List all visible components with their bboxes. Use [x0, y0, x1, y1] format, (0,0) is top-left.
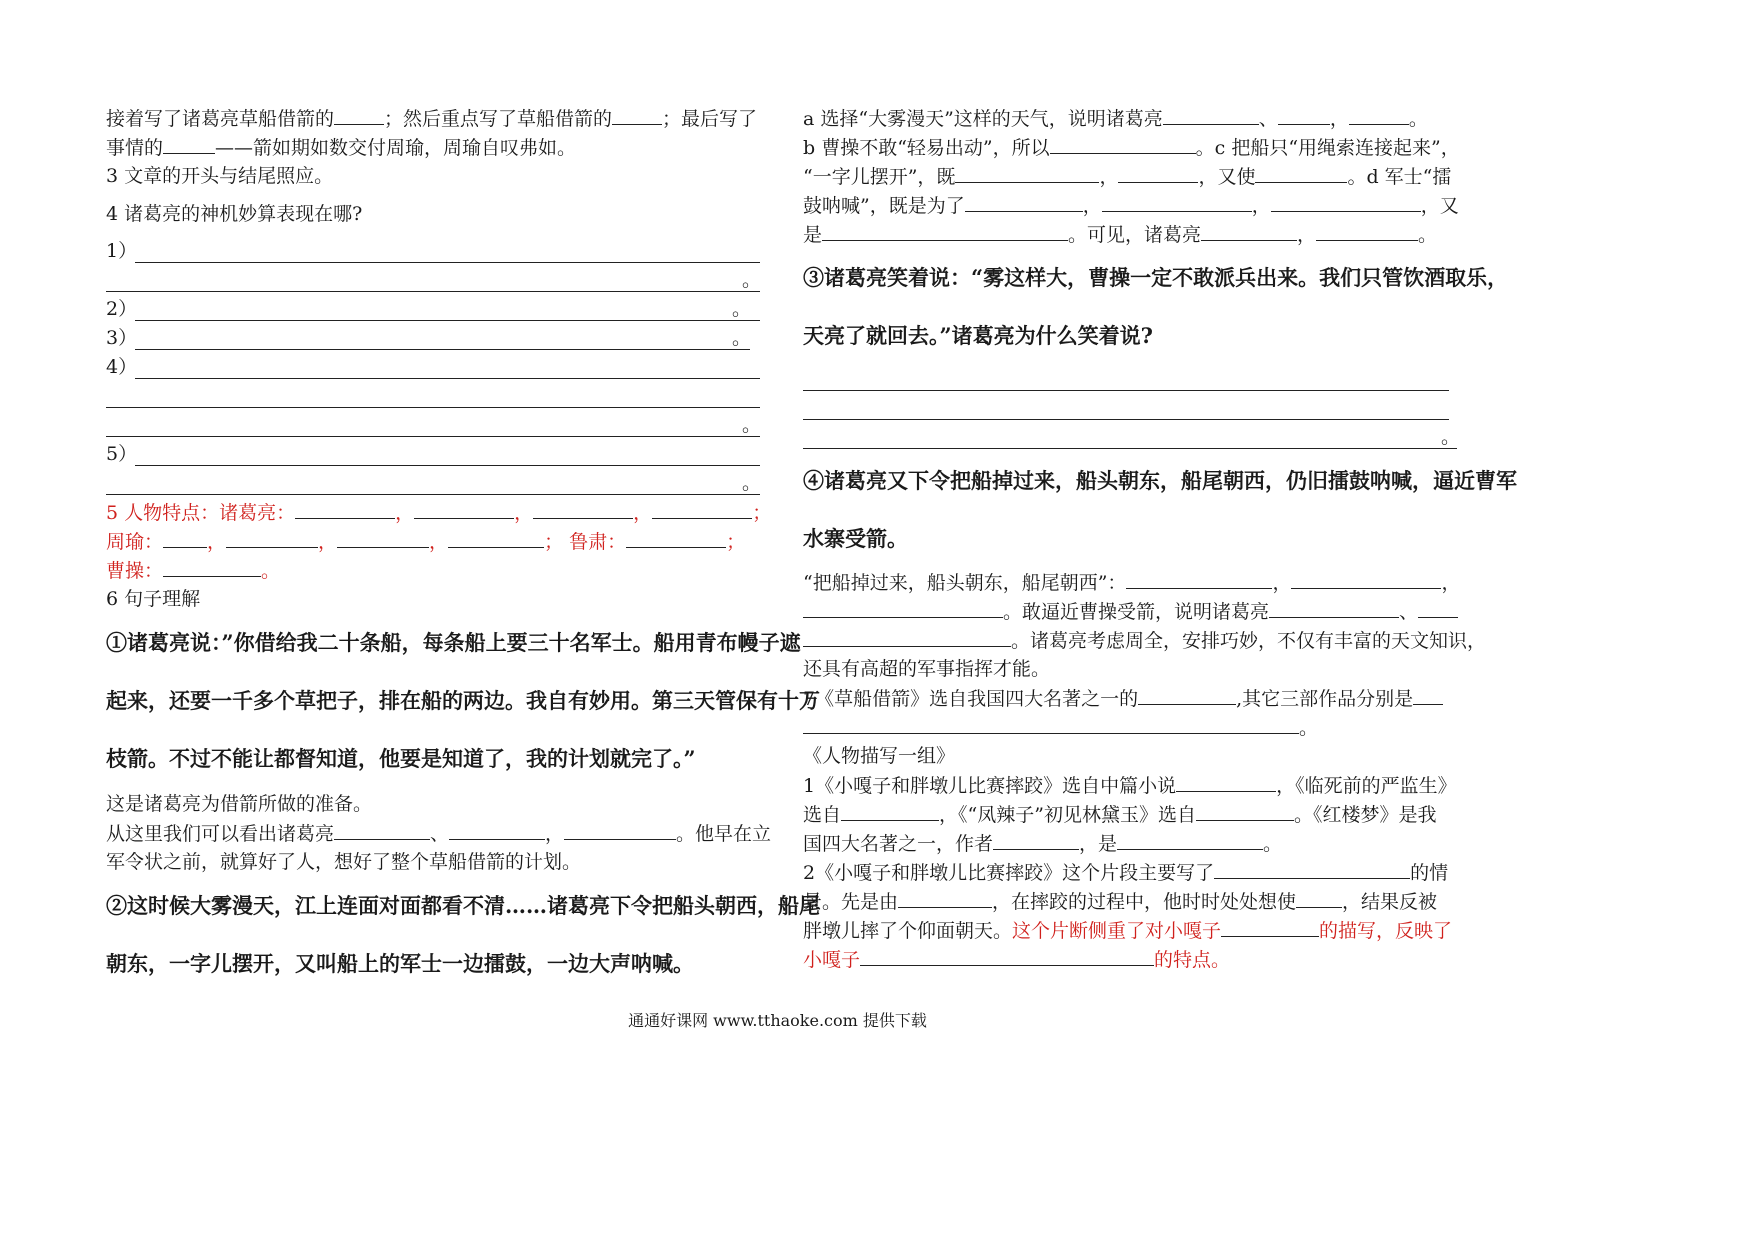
text-line — [803, 162, 1463, 191]
answer-line[interactable] — [803, 419, 1449, 420]
text: b 曹操不敢“轻易出动”，所以 — [803, 137, 1050, 159]
sentence-3: ③诸葛亮笑着说：“雾这样大，曹操一定不敢派兵出来。我们只管饮酒取乐， — [803, 265, 1509, 290]
period: 。 — [742, 414, 762, 436]
text: 鼓呐喊”，既是为了 — [803, 195, 965, 217]
blank[interactable] — [1176, 771, 1276, 792]
text: ， — [1099, 166, 1119, 188]
answer-line[interactable] — [106, 407, 760, 408]
answer-row — [106, 382, 764, 411]
text: 这个片断侧重了对小嘎子 — [1012, 920, 1222, 942]
answer-line[interactable] — [135, 465, 760, 466]
text-line — [803, 858, 1463, 887]
blank[interactable] — [898, 887, 992, 908]
text-line — [803, 945, 1463, 974]
blank[interactable] — [1163, 104, 1259, 125]
text-line — [803, 829, 1463, 858]
text: ， — [1297, 224, 1317, 246]
text: ， — [1329, 108, 1349, 130]
question-7 — [803, 684, 1463, 713]
text: ，又使 — [1198, 166, 1256, 188]
question-5: 5 人物特点：诸葛亮： ， ， ， ； — [106, 498, 764, 527]
text: 。敢逼近曹操受箭，说明诸葛亮 — [1003, 601, 1270, 623]
text: 。 — [1418, 224, 1438, 246]
text: ， — [1272, 572, 1292, 594]
period: 。 — [732, 327, 752, 349]
text: 景。先是由 — [803, 891, 899, 913]
text: 的描写，反映了 — [1319, 920, 1453, 942]
blank[interactable] — [1118, 162, 1198, 183]
text: 的情 — [1410, 862, 1449, 884]
sentence-2: ②这时候大雾漫天，江上连面对面都看不清……诸葛亮下令把船头朝西，船尾 — [106, 893, 820, 918]
text: ，是 — [1079, 833, 1118, 855]
blank[interactable] — [1221, 916, 1319, 937]
answer-line[interactable] — [135, 349, 750, 350]
text-line: 从这里我们可以看出诸葛亮 、 ， 。他早在立 — [106, 819, 764, 848]
answer-line[interactable] — [803, 390, 1449, 391]
blank[interactable] — [965, 191, 1083, 212]
text: 。可见，诸葛亮 — [1068, 224, 1202, 246]
answer-label: 1） — [106, 240, 138, 262]
text: 。d 军士“擂 — [1347, 166, 1452, 188]
answer-label: 2） — [106, 298, 138, 320]
text: 曹操： — [106, 560, 164, 582]
text: 选自 — [803, 804, 842, 826]
text: 的特点。 — [1154, 949, 1231, 971]
text: 从这里我们可以看出诸葛亮 — [106, 823, 335, 845]
text: 7《草船借箭》选自我国四大名著之一的 — [803, 688, 1139, 710]
blank[interactable] — [163, 133, 215, 154]
blank[interactable] — [1278, 104, 1330, 125]
text: a 选择“大雾漫天”这样的天气，说明诸葛亮 — [803, 108, 1163, 130]
text: 5 人物特点：诸葛亮： — [106, 502, 296, 524]
blank[interactable] — [993, 829, 1079, 850]
blank[interactable] — [448, 527, 544, 548]
text-line: 还具有高超的军事指挥才能。 — [803, 658, 1051, 680]
blank[interactable] — [652, 498, 752, 519]
blank[interactable] — [295, 498, 395, 519]
left-column — [106, 104, 820, 993]
blank[interactable] — [1316, 220, 1418, 241]
blank[interactable] — [841, 800, 939, 821]
text: 。 — [1408, 108, 1428, 130]
text: 。诸葛亮考虑周全，安排巧妙，不仅有丰富的天文知识， — [1011, 630, 1487, 652]
text: 国四大名著之一，作者 — [803, 833, 994, 855]
blank[interactable] — [334, 819, 430, 840]
right-column — [803, 104, 1517, 974]
answer-line[interactable] — [135, 378, 760, 379]
answer-row — [803, 423, 1463, 452]
blank[interactable] — [337, 527, 429, 548]
blank[interactable] — [163, 527, 207, 548]
text-line — [803, 916, 1463, 945]
blank[interactable] — [1291, 568, 1441, 589]
answer-row — [803, 394, 1463, 423]
answer-row — [106, 411, 764, 440]
text: ,其它三部作品分别是 — [1236, 688, 1414, 710]
text-line — [803, 771, 1463, 800]
blank[interactable] — [564, 819, 676, 840]
period: 。 — [742, 269, 762, 291]
text: ，《临死前的严监生》 — [1276, 775, 1457, 797]
text: ；然后重点写了草船借箭的 — [384, 108, 613, 130]
text: 。 — [1263, 833, 1283, 855]
blank[interactable] — [1418, 597, 1458, 618]
blank[interactable] — [1201, 220, 1297, 241]
blank[interactable] — [803, 597, 1003, 618]
blank[interactable] — [955, 162, 1099, 183]
text: 胖墩儿摔了个仰面朝天。 — [803, 920, 1013, 942]
answer-line[interactable] — [803, 448, 1457, 449]
question-4: 4 诸葛亮的神机妙算表现在哪? — [106, 203, 363, 225]
text-line: 这是诸葛亮为借箭所做的准备。 — [106, 793, 373, 815]
question-6: 6 句子理解 — [106, 588, 201, 610]
text-line — [803, 220, 1463, 249]
text: 、 — [1399, 601, 1419, 623]
question-5-line3: 曹操： 。 — [106, 556, 764, 585]
answer-row-5 — [106, 440, 764, 469]
blank[interactable] — [1214, 858, 1410, 879]
answer-label: 5） — [106, 443, 138, 465]
period: 。 — [1441, 426, 1461, 448]
text-line — [803, 626, 1487, 655]
period: 。 — [742, 472, 762, 494]
text: 1《小嘎子和胖墩儿比赛摔跤》选自中篇小说 — [803, 775, 1177, 797]
text: ，在摔跤的过程中，他时时处处想使 — [992, 891, 1297, 913]
text: “把船掉过来，船头朝东，船尾朝西”： — [803, 572, 1127, 594]
answer-row — [106, 266, 764, 295]
text: 周瑜： — [106, 531, 164, 553]
answer-line[interactable] — [106, 436, 760, 437]
text: 。c 把船只“用绳索连接起来”， — [1195, 137, 1460, 159]
blank[interactable] — [1255, 162, 1347, 183]
footer-credit: 通通好课网 www.tthaoke.com 提供下载 — [628, 1011, 927, 1030]
period: 。 — [732, 298, 752, 320]
text: ，结果反被 — [1342, 891, 1438, 913]
answer-line[interactable] — [106, 494, 760, 495]
text: ， — [1082, 195, 1102, 217]
text: ，又 — [1420, 195, 1459, 217]
answer-line[interactable] — [106, 291, 760, 292]
text: ，《“凤辣子”初见林黛玉》选自 — [939, 804, 1196, 826]
text-line: 3 文章的开头与结尾照应。 — [106, 165, 334, 187]
sentence-1: 枝箭。不过不能让都督知道，他要是知道了，我的计划就完了。” — [106, 746, 696, 771]
blank[interactable] — [1126, 568, 1272, 589]
answer-row — [803, 365, 1463, 394]
sentence-2: 朝东，一字儿摆开，又叫船上的军士一边擂鼓，一边大声呐喊。 — [106, 951, 694, 976]
blank[interactable] — [1269, 597, 1399, 618]
text-line — [803, 800, 1463, 829]
answer-label: 3） — [106, 327, 138, 349]
blank[interactable] — [533, 498, 633, 519]
sentence-1: 起来，还要一千多个草把子，排在船的两边。我自有妙用。第三天管保有十万 — [106, 688, 820, 713]
blank[interactable] — [163, 556, 261, 577]
text-line — [803, 133, 1463, 162]
blank[interactable] — [1117, 829, 1263, 850]
text: 、 — [430, 823, 450, 845]
group-title: 《人物描写一组》 — [803, 745, 956, 767]
sentence-1: ①诸葛亮说：”你借给我二十条船，每条船上要三十名军士。船用青布幔子遮 — [106, 630, 801, 655]
text: 、 — [1258, 108, 1278, 130]
text: 小嘎子 — [803, 949, 861, 971]
answer-row-3 — [106, 324, 764, 353]
blank[interactable] — [414, 498, 514, 519]
text-line: 军令状之前，就算好了人，想好了整个草船借箭的计划。 — [106, 851, 582, 873]
blank[interactable] — [803, 626, 1011, 647]
blank[interactable] — [226, 527, 318, 548]
blank[interactable] — [626, 527, 726, 548]
blank[interactable] — [1050, 133, 1196, 154]
text: 是 — [803, 224, 823, 246]
text: ；最后写了 — [662, 108, 758, 130]
blank[interactable] — [860, 945, 1154, 966]
blank[interactable] — [612, 104, 662, 125]
text-line — [803, 887, 1463, 916]
text-line — [803, 597, 1463, 626]
blank[interactable] — [1349, 104, 1409, 125]
sentence-4: ④诸葛亮又下令把船掉过来，船头朝东，船尾朝西，仍旧擂鼓呐喊，逼近曹军 — [803, 468, 1517, 493]
text-line — [803, 568, 1463, 597]
answer-row-2 — [106, 295, 764, 324]
answer-row-4 — [106, 353, 764, 382]
text: ， — [1251, 195, 1271, 217]
text-line — [106, 104, 764, 133]
sentence-4: 水寨受箭。 — [803, 526, 908, 551]
blank[interactable] — [1138, 684, 1236, 705]
text: “一字儿摆开”，既 — [803, 166, 956, 188]
text-line — [803, 104, 1463, 133]
answer-label: 4） — [106, 356, 138, 378]
question-5-line2: 周瑜： ， ， ， ； 鲁肃： ； — [106, 527, 764, 556]
text: ， — [1441, 572, 1461, 594]
blank[interactable] — [822, 220, 1068, 241]
text: ——箭如期如数交付周瑜，周瑜自叹弗如。 — [215, 137, 577, 159]
text-line — [803, 713, 1463, 742]
blank[interactable] — [1413, 684, 1443, 705]
text: 事情的 — [106, 137, 164, 159]
text: 2《小嘎子和胖墩儿比赛摔跤》这个片段主要写了 — [803, 862, 1215, 884]
text-line — [803, 191, 1463, 220]
answer-line[interactable] — [135, 262, 760, 263]
text: 。他早在立 — [676, 823, 772, 845]
answer-row — [106, 469, 764, 498]
text: 。 — [1299, 717, 1319, 739]
text: 接着写了诸葛亮草船借箭的 — [106, 108, 335, 130]
blank[interactable] — [803, 713, 1299, 734]
answer-line[interactable] — [135, 320, 760, 321]
blank[interactable] — [1296, 887, 1342, 908]
blank[interactable] — [334, 104, 384, 125]
blank[interactable] — [1102, 191, 1252, 212]
sentence-3: 天亮了就回去。”诸葛亮为什么笑着说? — [803, 323, 1153, 348]
answer-row-1 — [106, 237, 764, 266]
blank[interactable] — [1196, 800, 1294, 821]
blank[interactable] — [449, 819, 545, 840]
text: 鲁肃： — [569, 531, 627, 553]
text-line — [106, 133, 764, 162]
blank[interactable] — [1271, 191, 1421, 212]
text: 。《红楼梦》是我 — [1293, 804, 1437, 826]
